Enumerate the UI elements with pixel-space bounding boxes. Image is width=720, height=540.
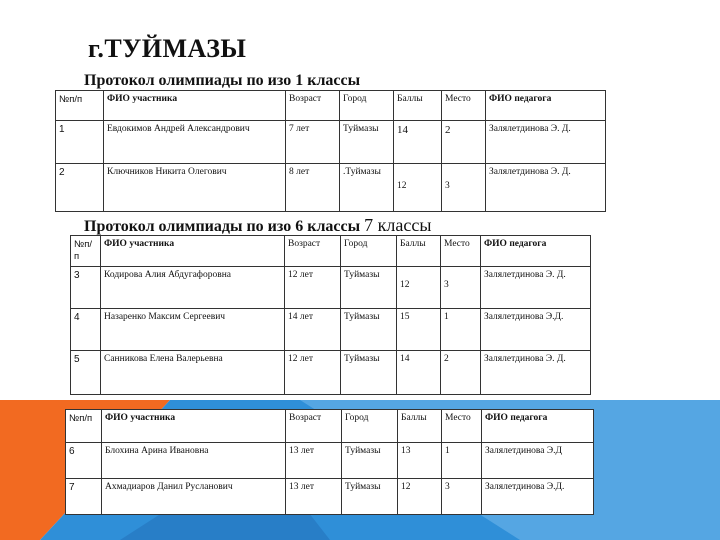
place-value: 3 — [445, 181, 450, 191]
table-header-row — [56, 91, 606, 121]
cell-age: 14 лет — [285, 309, 341, 351]
header-teacher: ФИО педагога — [486, 91, 606, 121]
table-row — [66, 479, 594, 515]
cell-place: 1 — [441, 309, 481, 351]
cell-number: 4 — [71, 309, 101, 351]
cell-age: 13 лет — [286, 443, 342, 479]
cell-name: Назаренко Максим Сергеевич — [101, 309, 285, 351]
header-age: Возраст — [286, 91, 340, 121]
protocol-2-table — [70, 235, 591, 395]
cell-age: 8 лет — [286, 164, 340, 212]
cell-city: Туймазы — [340, 121, 394, 164]
cell-score: 14 — [397, 351, 441, 395]
cell-city: Туймазы — [341, 267, 397, 309]
table-header-row — [71, 236, 591, 267]
cell-score: 15 — [397, 309, 441, 351]
header-place: Место — [442, 410, 482, 443]
cell-city: Туймазы — [342, 443, 398, 479]
cell-place: 3 — [442, 479, 482, 515]
header-name: ФИО участника — [101, 236, 285, 267]
header-city: Город — [342, 410, 398, 443]
cell-number: 1 — [56, 121, 104, 164]
cell-city: Туймазы — [342, 479, 398, 515]
cell-city: .Туймазы — [340, 164, 394, 212]
cell-place — [442, 164, 486, 212]
header-score: Баллы — [397, 236, 441, 267]
cell-score — [394, 164, 442, 212]
protocol-1-caption: Протокол олимпиады по изо 1 классы — [84, 72, 361, 89]
table-row — [71, 267, 591, 309]
cell-teacher: Залялетдинова Э.Д — [482, 443, 594, 479]
cell-teacher: Залялетдинова Э. Д. — [486, 164, 606, 212]
cell-name: Блохина Арина Ивановна — [102, 443, 286, 479]
cell-place: 2 — [441, 351, 481, 395]
header-teacher: ФИО педагога — [481, 236, 591, 267]
cell-score: 12 — [398, 479, 442, 515]
cell-age: 12 лет — [285, 267, 341, 309]
cell-teacher: Залялетдинова Э. Д. — [481, 267, 591, 309]
table-row — [71, 309, 591, 351]
cell-teacher: Залялетдинова Э.Д. — [481, 309, 591, 351]
score-value: 12 — [397, 181, 407, 191]
table-row — [66, 443, 594, 479]
protocol-3-table — [65, 409, 594, 515]
cell-name: Кодирова Алия Абдугафоровна — [101, 267, 285, 309]
cell-score — [397, 267, 441, 309]
cell-name: Ахмадиаров Данил Русланович — [102, 479, 286, 515]
cell-age: 13 лет — [286, 479, 342, 515]
protocol-2-caption-main: Протокол олимпиады по изо 6 классы — [84, 218, 361, 235]
header-city: Город — [340, 91, 394, 121]
header-score: Баллы — [394, 91, 442, 121]
cell-place: 2 — [442, 121, 486, 164]
header-age: Возраст — [286, 410, 342, 443]
header-teacher: ФИО педагога — [482, 410, 594, 443]
cell-teacher: Залялетдинова Э. Д. — [481, 351, 591, 395]
header-score: Баллы — [398, 410, 442, 443]
cell-number: 6 — [66, 443, 102, 479]
score-value: 12 — [400, 280, 410, 290]
cell-number: 7 — [66, 479, 102, 515]
protocol-2-caption-extra: 7 классы — [364, 215, 432, 235]
header-name: ФИО участника — [104, 91, 286, 121]
cell-number: 2 — [56, 164, 104, 212]
table-row — [71, 351, 591, 395]
header-place: Место — [442, 91, 486, 121]
cell-name: Евдокимов Андрей Александрович — [104, 121, 286, 164]
header-place: Место — [441, 236, 481, 267]
cell-age: 12 лет — [285, 351, 341, 395]
protocol-1-table — [55, 90, 606, 212]
header-number: №п/п — [66, 410, 102, 443]
place-value: 3 — [444, 280, 449, 290]
table-header-row — [66, 410, 594, 443]
cell-city: Туймазы — [341, 309, 397, 351]
cell-score: 14 — [394, 121, 442, 164]
header-number: №п/п — [71, 236, 101, 267]
cell-number: 3 — [71, 267, 101, 309]
cell-teacher: Залялетдинова Э.Д. — [482, 479, 594, 515]
cell-name: Санникова Елена Валерьевна — [101, 351, 285, 395]
slide-title: г.ТУЙМАЗЫ — [88, 34, 247, 63]
header-name: ФИО участника — [102, 410, 286, 443]
protocol-2-caption — [84, 215, 431, 236]
cell-number: 5 — [71, 351, 101, 395]
table-row — [56, 164, 606, 212]
cell-city: Туймазы — [341, 351, 397, 395]
header-age: Возраст — [285, 236, 341, 267]
cell-name: Ключников Никита Олегович — [104, 164, 286, 212]
table-row — [56, 121, 606, 164]
cell-place — [441, 267, 481, 309]
cell-score: 13 — [398, 443, 442, 479]
cell-teacher: Залялетдинова Э. Д. — [486, 121, 606, 164]
cell-age: 7 лет — [286, 121, 340, 164]
cell-place: 1 — [442, 443, 482, 479]
header-number: №п/п — [56, 91, 104, 121]
header-city: Город — [341, 236, 397, 267]
